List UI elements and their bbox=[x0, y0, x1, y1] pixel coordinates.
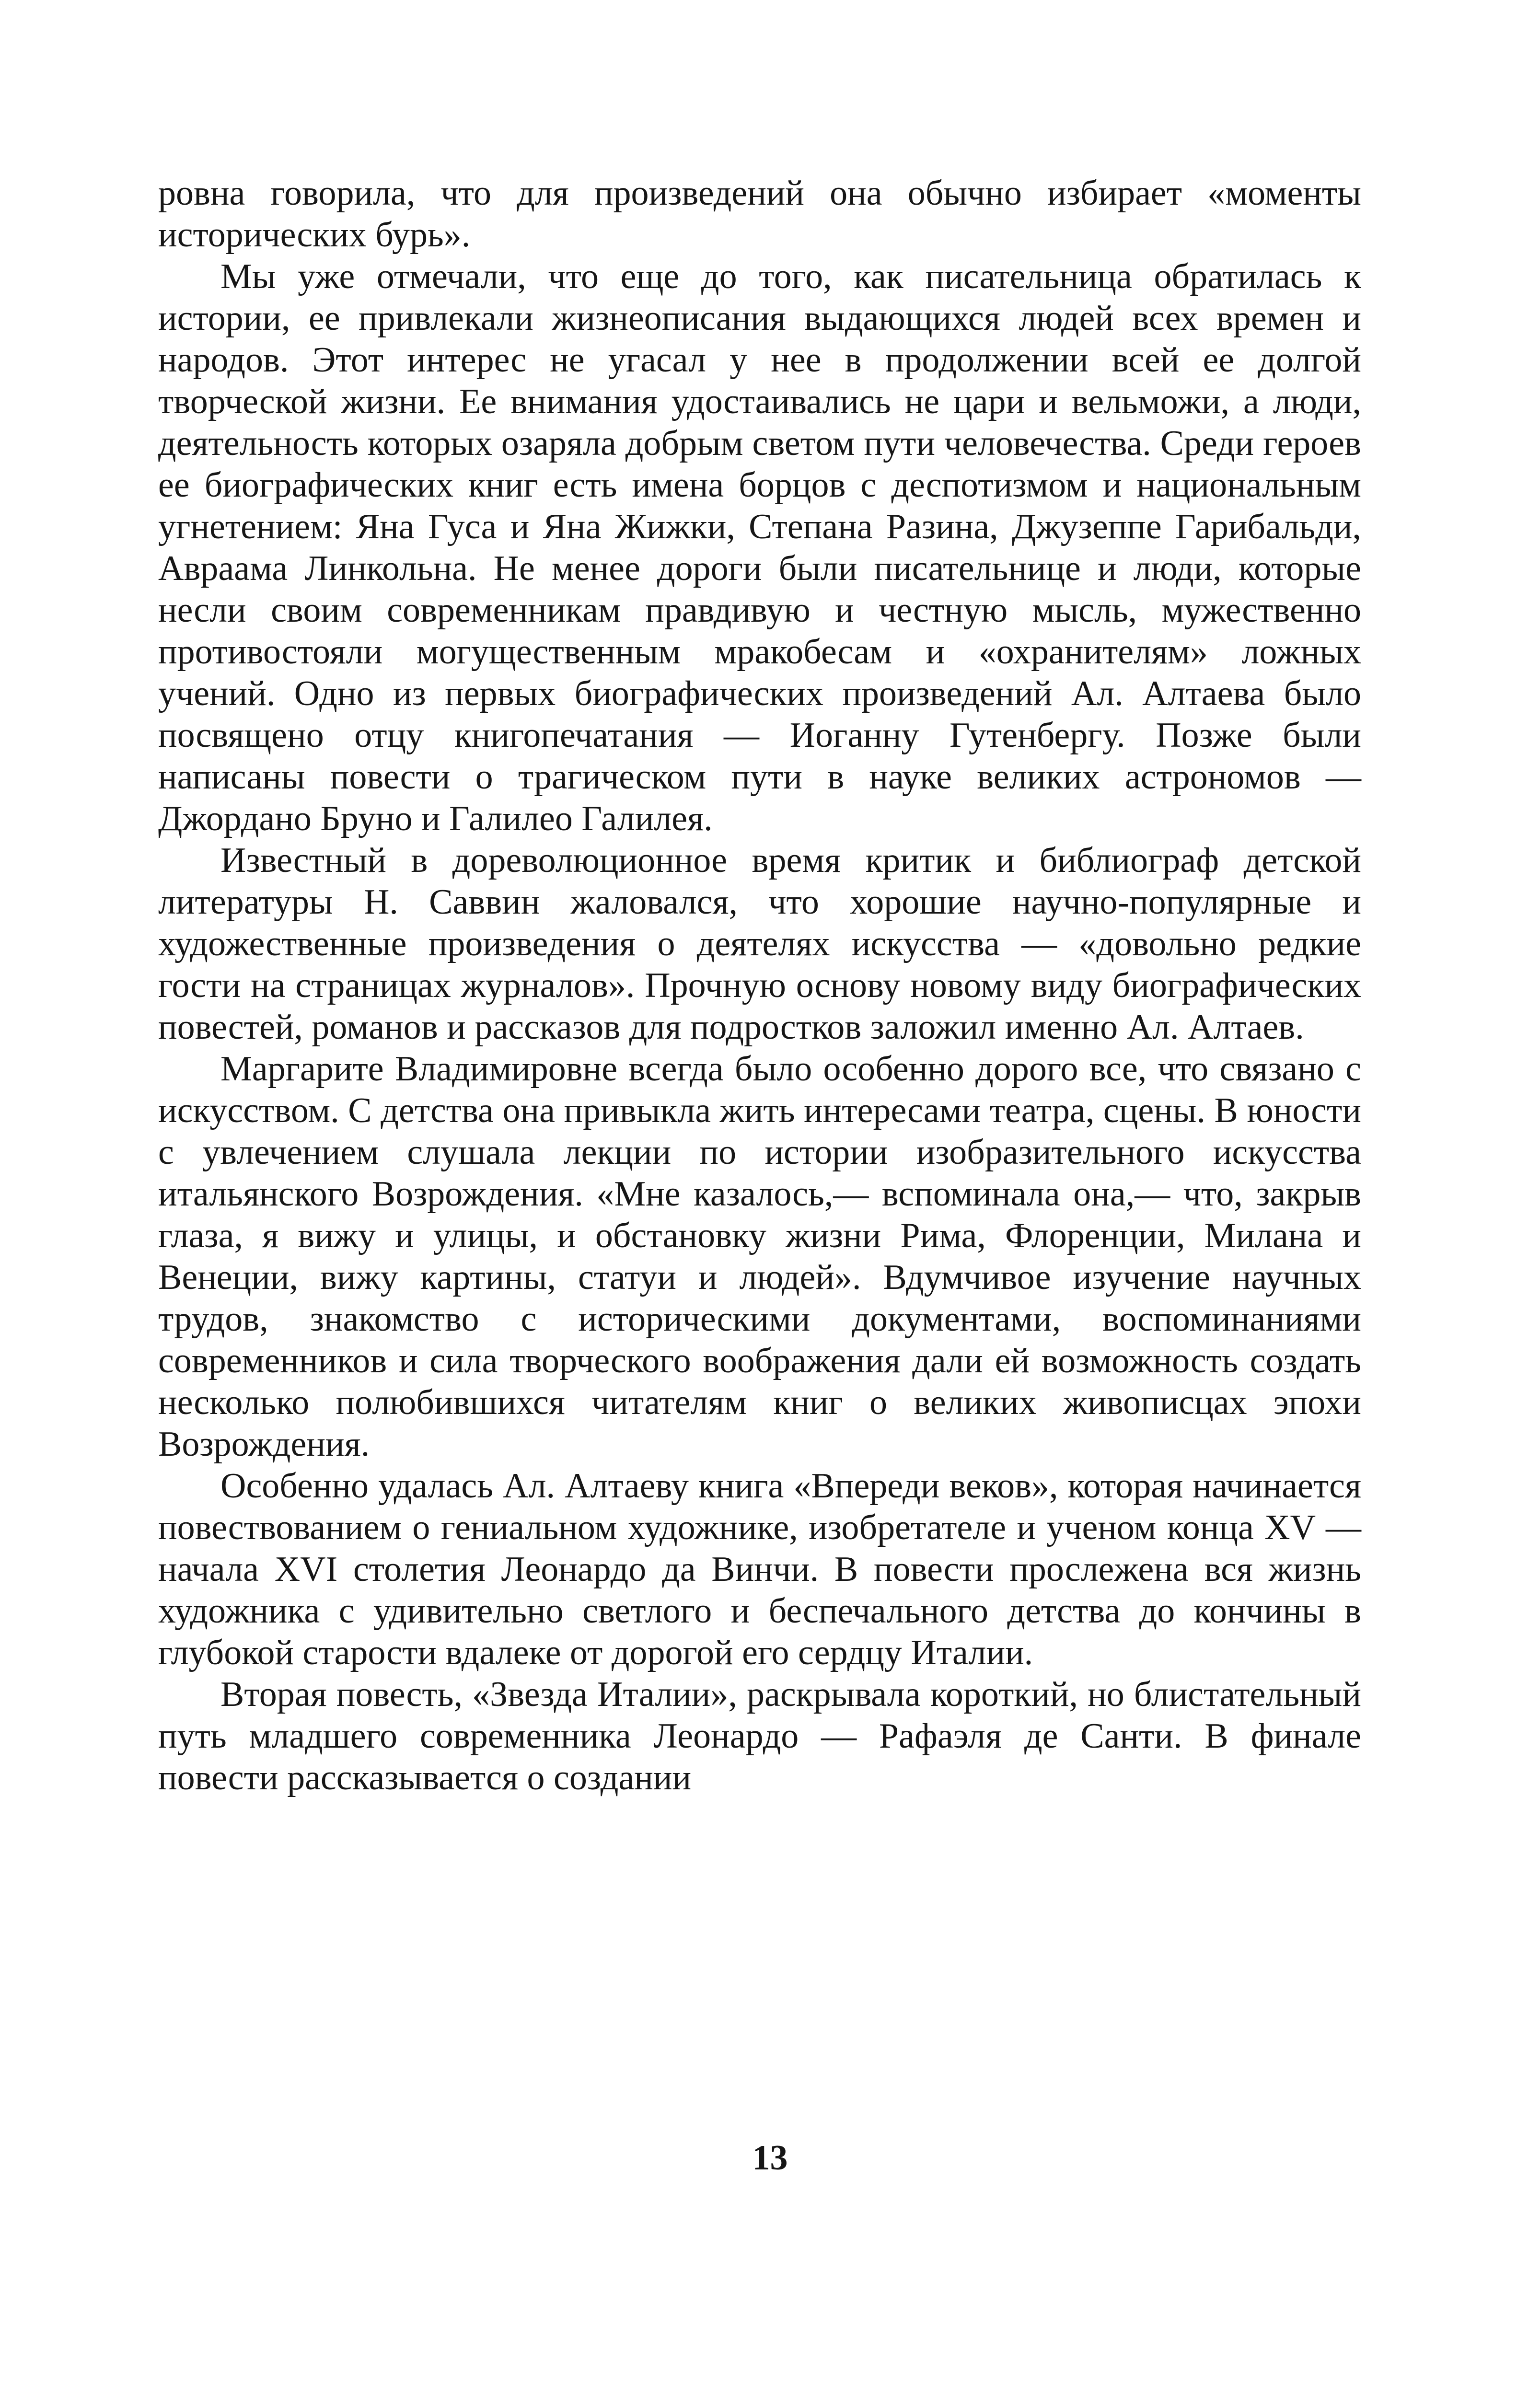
paragraph-raphael: Вторая повесть, «Звезда Италии», раскрывала короткий, но блистательный путь младшего современника Леонардо — Рафаэля де Санти. В финале повести рассказывается о создании bbox=[158, 1675, 1361, 1797]
body-text bbox=[158, 173, 1361, 1799]
paragraph-continuation: ровна говорила, что для произведений она обычно избирает «моменты исторических бурь». bbox=[158, 174, 1361, 255]
paragraph-biographies: Мы уже отмечали, что еще до того, как писательница обратилась к истории, ее привлекали жизнеописания выдающихся людей всех времен и народов. Этот интерес не угасал у нее в продолжении всей ее долгой творческой жизни. Ее внимания удостаивались не цари и вельможи, а люди, деятельность которых озаряла добрым светом пути человечества. Среди героев ее биографических книг есть имена борцов с деспотизмом и национальным угнетением: Яна Гуса и Яна Жижки, Степана Разина, Джузеппе Гарибальди, Авраама Линкольна. Не менее дороги были писательнице и люди, которые несли своим современникам правдивую и честную мысль, мужественно противостояли могущественным мракобесам и «охранителям» ложных учений. Одно из первых биографических произведений Ал. Алтаева было посвящено отцу книгопечатания — Иоганну Гутенбергу. Позже были написаны повести о трагическом пути в науке великих астрономов — Джордано Бруно и Галилео Галилея. bbox=[158, 257, 1361, 838]
paragraph-leonardo: Особенно удалась Ал. Алтаеву книга «Впереди веков», которая начинается повествованием о гениальном художнике, изобретателе и ученом конца XV — начала XVI столетия Леонардо да Винчи. В повести прослежена вся жизнь художника с удивительно светлого и беспечального детства до кончины в глубокой старости вдалеке от дорогой его сердцу Италии. bbox=[158, 1466, 1361, 1672]
paragraph-savvin: Известный в дореволюционное время критик и библиограф детской литературы Н. Саввин жаловался, что хорошие научно-популярные и художественные произведения о деятелях искусства — «довольно редкие гости на страницах журналов». Прочную основу новому виду биографических повестей, романов и рассказов для подростков заложил именно Ал. Алтаев. bbox=[158, 841, 1361, 1047]
page-number: 13 bbox=[752, 2138, 788, 2178]
paragraph-art: Маргарите Владимировне всегда было особенно дорого все, что связано с искусством. С детства она привыкла жить интересами театра, сцены. В юности с увлечением слушала лекции по истории изобразительного искусства итальянского Возрождения. «Мне казалось,— вспоминала она,— что, закрыв глаза, я вижу и улицы, и обстановку жизни Рима, Флоренции, Милана и Венеции, вижу картины, статуи и людей». Вдумчивое изучение научных трудов, знакомство с историческими документами, воспоминаниями современников и сила творческого воображения дали ей возможность создать несколько полюбившихся читателям книг о великих живописцах эпохи Возрождения. bbox=[158, 1049, 1361, 1464]
